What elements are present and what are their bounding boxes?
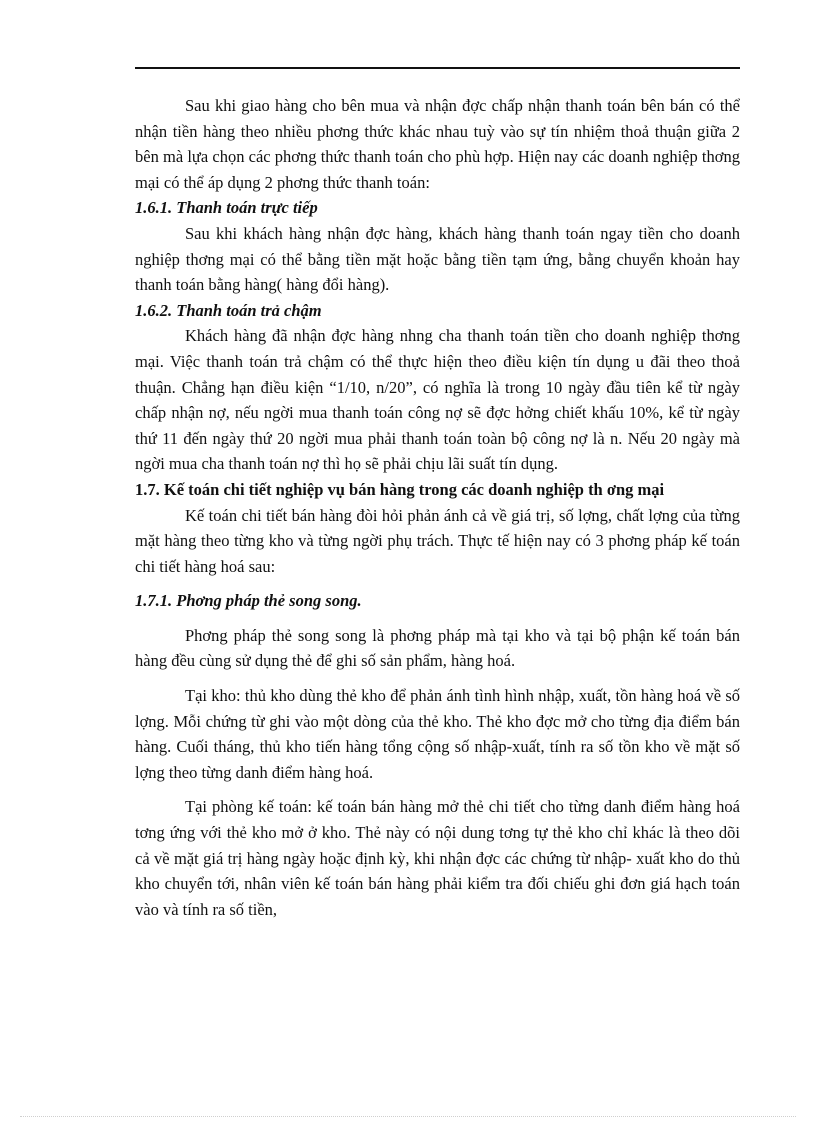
heading-1-7-1: 1.7.1. Phơng pháp thẻ song song. [135,591,362,611]
paragraph-parallel-card: Phơng pháp thẻ song song là phơng pháp mà tại kho và tại bộ phận kế toán bán hàng đều cùng sử dụng thẻ để ghi số sản phẩm, hàng hoá. [135,625,740,671]
page-body [135,93,740,922]
header-rule [135,67,740,69]
paragraph-deferred-payment: Khách hàng đã nhận đợc hàng nhng cha thanh toán tiền cho doanh nghiệp thơng mại. Việc thanh toán trả chậm có thể thực hiện theo điều kiện tín dụng u đãi theo thoả thuận. Chẳng hạn điều kiện “1/10, n/20”, có nghĩa là trong 10 ngày đầu tiên kể từ ngày chấp nhận nợ, nếu ngời mua thanh toán công nợ sẽ đợc hởng chiết khấu 10%, kể từ ngày thứ 11 đến ngày thứ 20 ngời mua phải thanh toán toàn bộ công nợ là n. Nếu 20 ngày mà ngời mua cha thanh toán nợ thì họ sẽ phải chịu lãi suất tín dụng. [135,326,740,474]
heading-1-6-1: 1.6.1. Thanh toán trực tiếp [135,198,318,218]
heading-1-7: 1.7. Kế toán chi tiết nghiệp vụ bán hàng trong các doanh nghiệp th ơng mại [135,479,665,499]
paragraph-intro: Sau khi giao hàng cho bên mua và nhận đợc chấp nhận thanh toán bên bán có thể nhận tiền hàng theo nhiều phơng thức khác nhau tuỳ vào sự tín nhiệm thoả thuận giữa 2 bên mà lựa chọn các phơng thức thanh toán cho phù hợp. Hiện nay các doanh nghiệp thơng mại có thể áp dụng 2 phơng thức thanh toán: [135,96,740,192]
paragraph-accounting-office: Tại phòng kế toán: kế toán bán hàng mở thẻ chi tiết cho từng danh điểm hàng hoá tơng ứng với thẻ kho mở ở kho. Thẻ này có nội dung tơng tự thẻ kho chỉ khác là theo dõi cả về mặt giá trị hàng ngày hoặc định kỳ, khi nhận đợc các chứng từ nhập- xuất kho do thủ kho chuyển tới, nhân viên kế toán bán hàng phải kiểm tra đối chiếu ghi đơn giá hạch toán vào và tính ra số tiền, [135,797,740,919]
paragraph-direct-payment: Sau khi khách hàng nhận đợc hàng, khách hàng thanh toán ngay tiền cho doanh nghiệp thơng mại có thể bằng tiền mặt hoặc bằng tiền tạm ứng, bằng chuyển khoản hay thanh toán bằng hàng( hàng đổi hàng). [135,223,740,295]
heading-1-6-2: 1.6.2. Thanh toán trả chậm [135,300,322,320]
paragraph-warehouse: Tại kho: thủ kho dùng thẻ kho để phản ánh tình hình nhập, xuất, tồn hàng hoá về số lợng. Mỗi chứng từ ghi vào một dòng của thẻ kho. Thẻ kho đợc mở cho từng địa điểm bán hàng. Cuối tháng, thủ kho tiến hàng tổng cộng số nhập-xuất, tính ra số tồn kho về mặt số lợng theo từng danh điểm hàng hoá. [135,686,740,782]
footer-dotted-rule [20,1116,796,1117]
paragraph-detail-accounting: Kế toán chi tiết bán hàng đòi hỏi phản ánh cả về giá trị, số lợng, chất lợng của từng mặt hàng theo từng kho và từng ngời phụ trách. Thực tế hiện nay có 3 phơng pháp kế toán chi tiết hàng hoá sau: [135,505,740,576]
